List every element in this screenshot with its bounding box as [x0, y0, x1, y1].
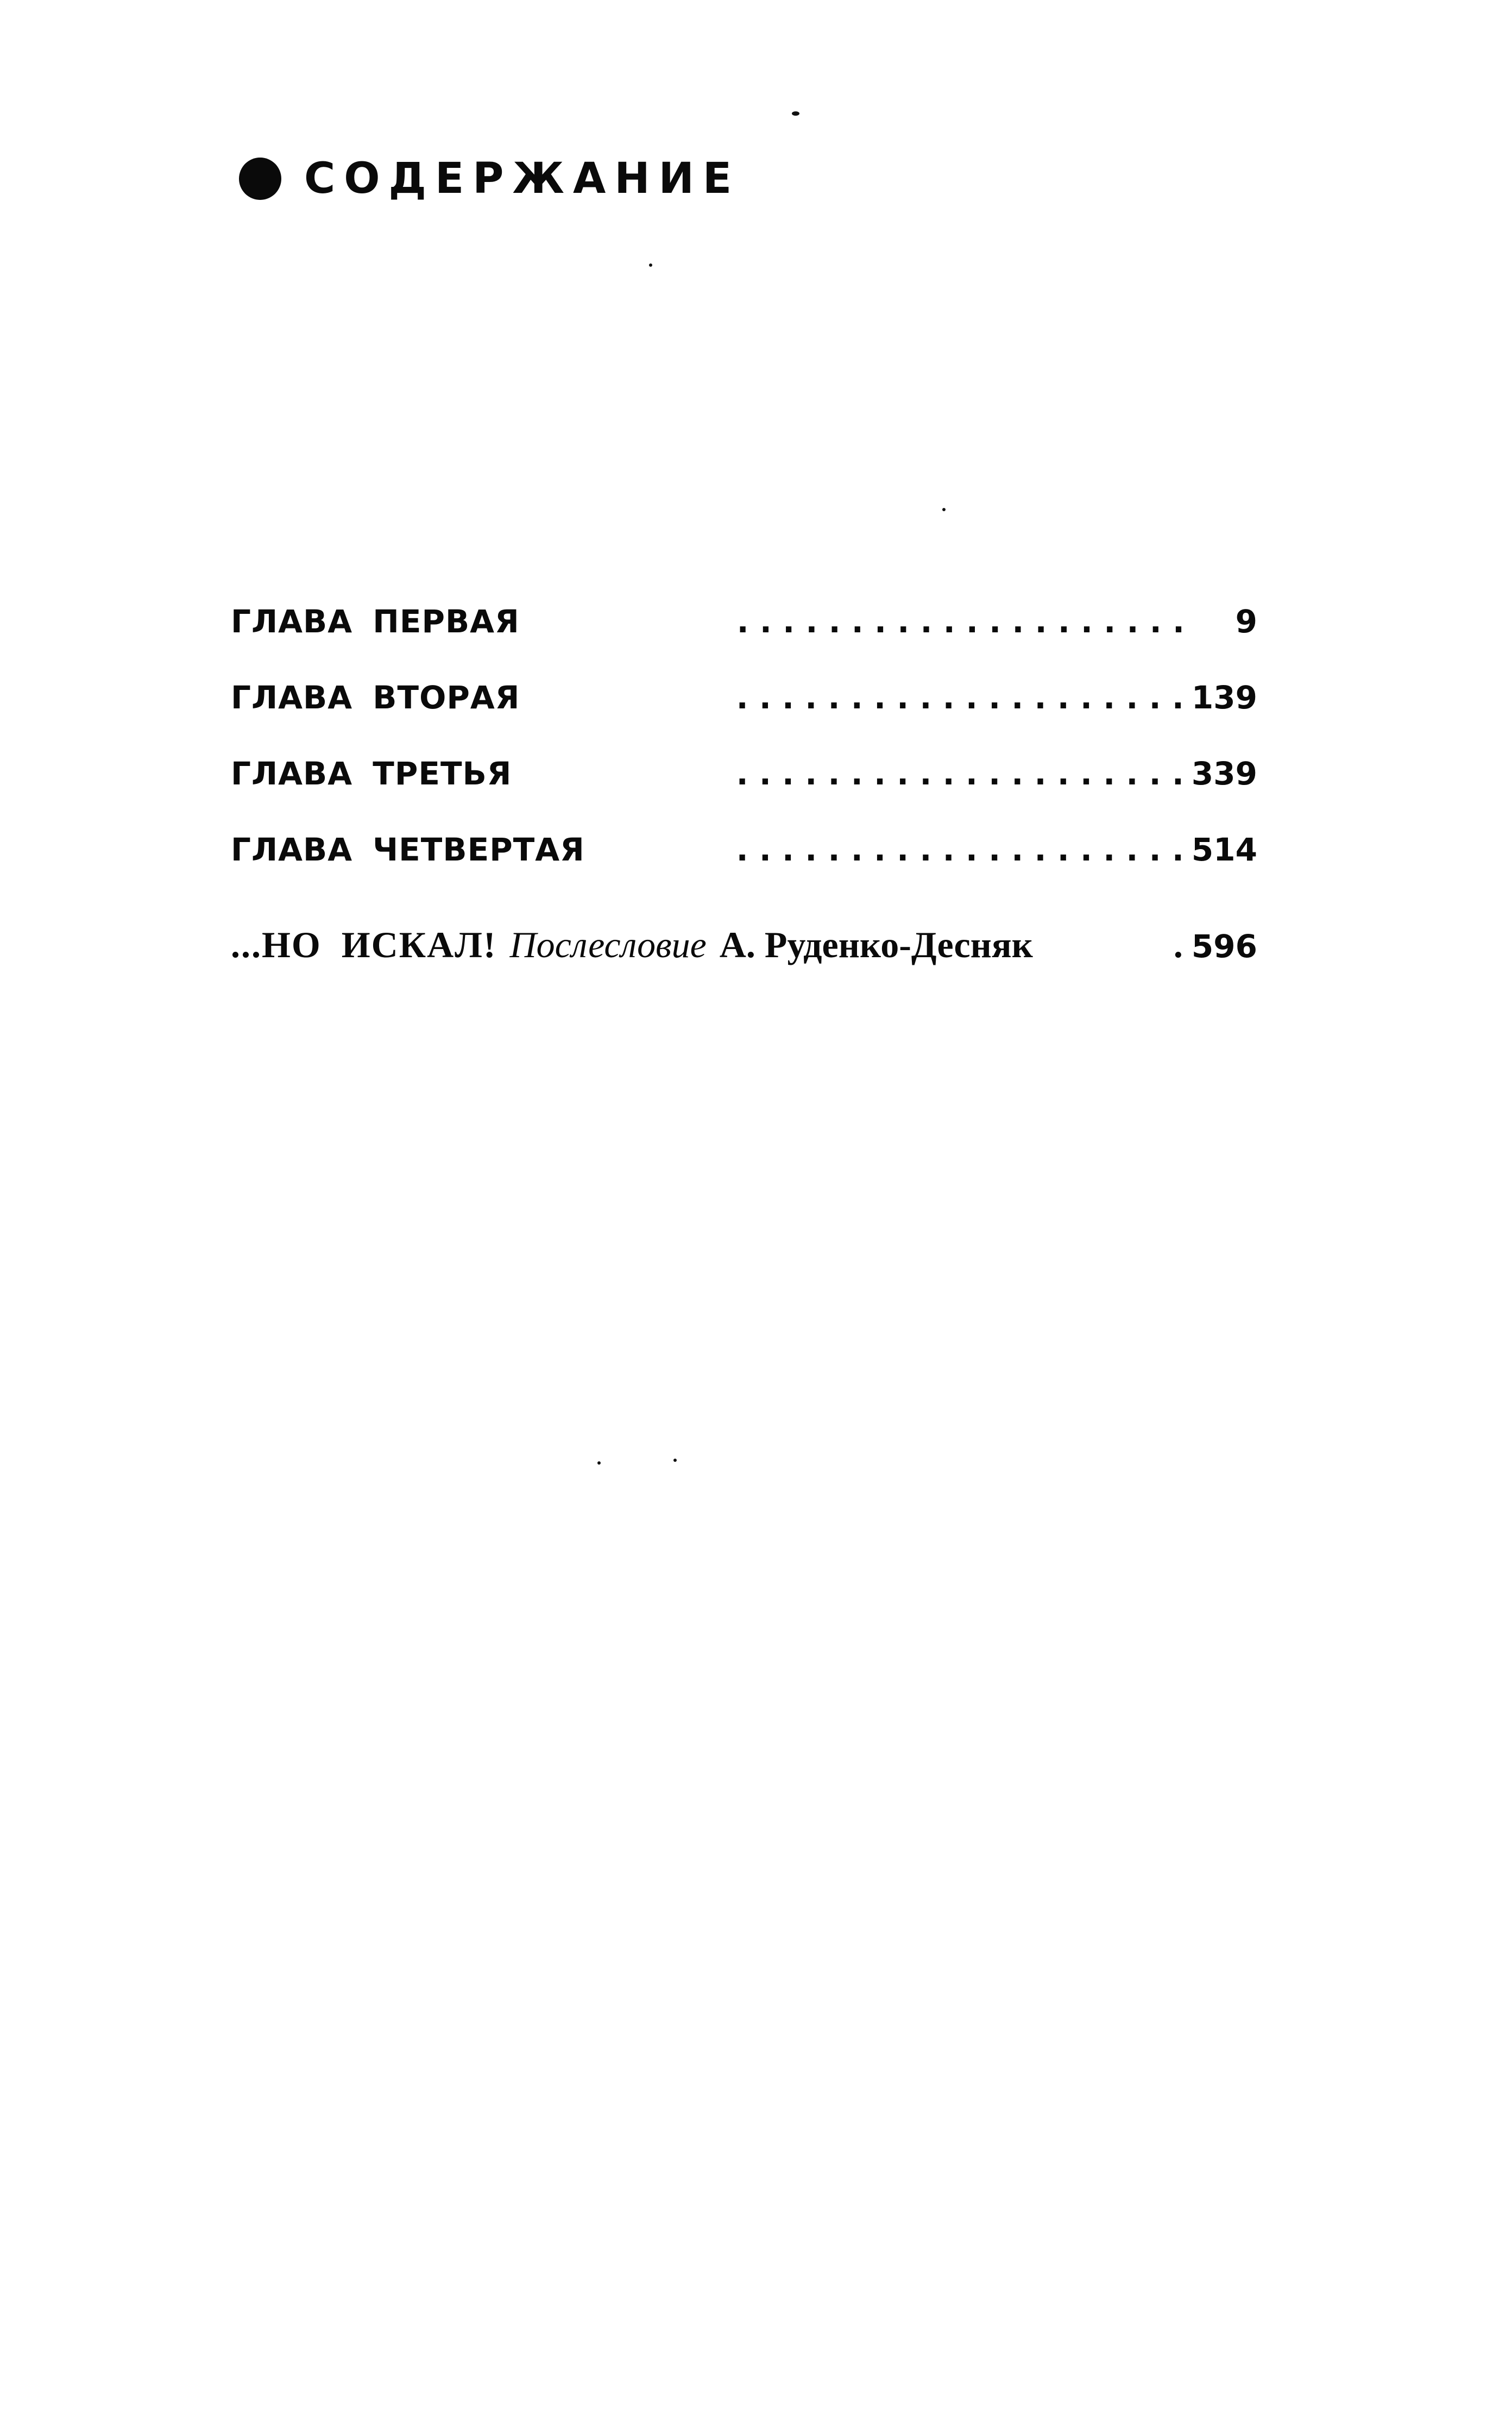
- afterword-author: А. Руденко-Десняк: [719, 924, 1033, 965]
- toc-entry-chapter-4: [231, 831, 1257, 907]
- toc-entry-title: ГЛАВА ЧЕТВЕРТАЯ: [231, 831, 585, 868]
- bullet-icon: [239, 158, 281, 200]
- toc-entry-title: ГЛАВА ПЕРВАЯ: [231, 603, 520, 640]
- toc-entry-chapter-1: [231, 603, 1257, 679]
- contents-heading: [239, 154, 741, 203]
- dot-leader: . . . . . . . . . . . . . . . . . . . .: [736, 831, 1184, 868]
- dot-leader: . . . . . . . . . . . . . . . . . . . .: [736, 755, 1184, 792]
- toc-entry-title: ГЛАВА ВТОРАЯ: [231, 679, 520, 716]
- afterword-label: Послесловие: [509, 924, 707, 965]
- table-of-contents: [231, 603, 1257, 966]
- dot-leader: .: [1173, 924, 1183, 965]
- toc-entry-title: ГЛАВА ТРЕТЬЯ: [231, 755, 512, 792]
- print-speck: [942, 508, 946, 511]
- afterword-page: 596: [1191, 928, 1257, 965]
- toc-entry-page: 139: [1191, 679, 1257, 716]
- print-speck: [792, 111, 799, 116]
- toc-entry-page: 514: [1191, 831, 1257, 868]
- print-speck: [673, 1459, 677, 1462]
- print-speck: [649, 263, 652, 267]
- page-title: СОДЕРЖАНИЕ: [304, 154, 741, 203]
- print-speck: [597, 1461, 601, 1465]
- toc-entry-afterword: [231, 924, 1257, 966]
- toc-entry-page: 339: [1191, 755, 1257, 792]
- toc-entry-page: 9: [1235, 603, 1257, 640]
- toc-entry-chapter-3: [231, 755, 1257, 831]
- dot-leader: . . . . . . . . . . . . . . . . . . . .: [736, 603, 1185, 640]
- dot-leader: . . . . . . . . . . . . . . . . . . . .: [736, 679, 1184, 716]
- toc-entry-chapter-2: [231, 679, 1257, 755]
- afterword-title: ...НО ИСКАЛ!: [231, 924, 497, 965]
